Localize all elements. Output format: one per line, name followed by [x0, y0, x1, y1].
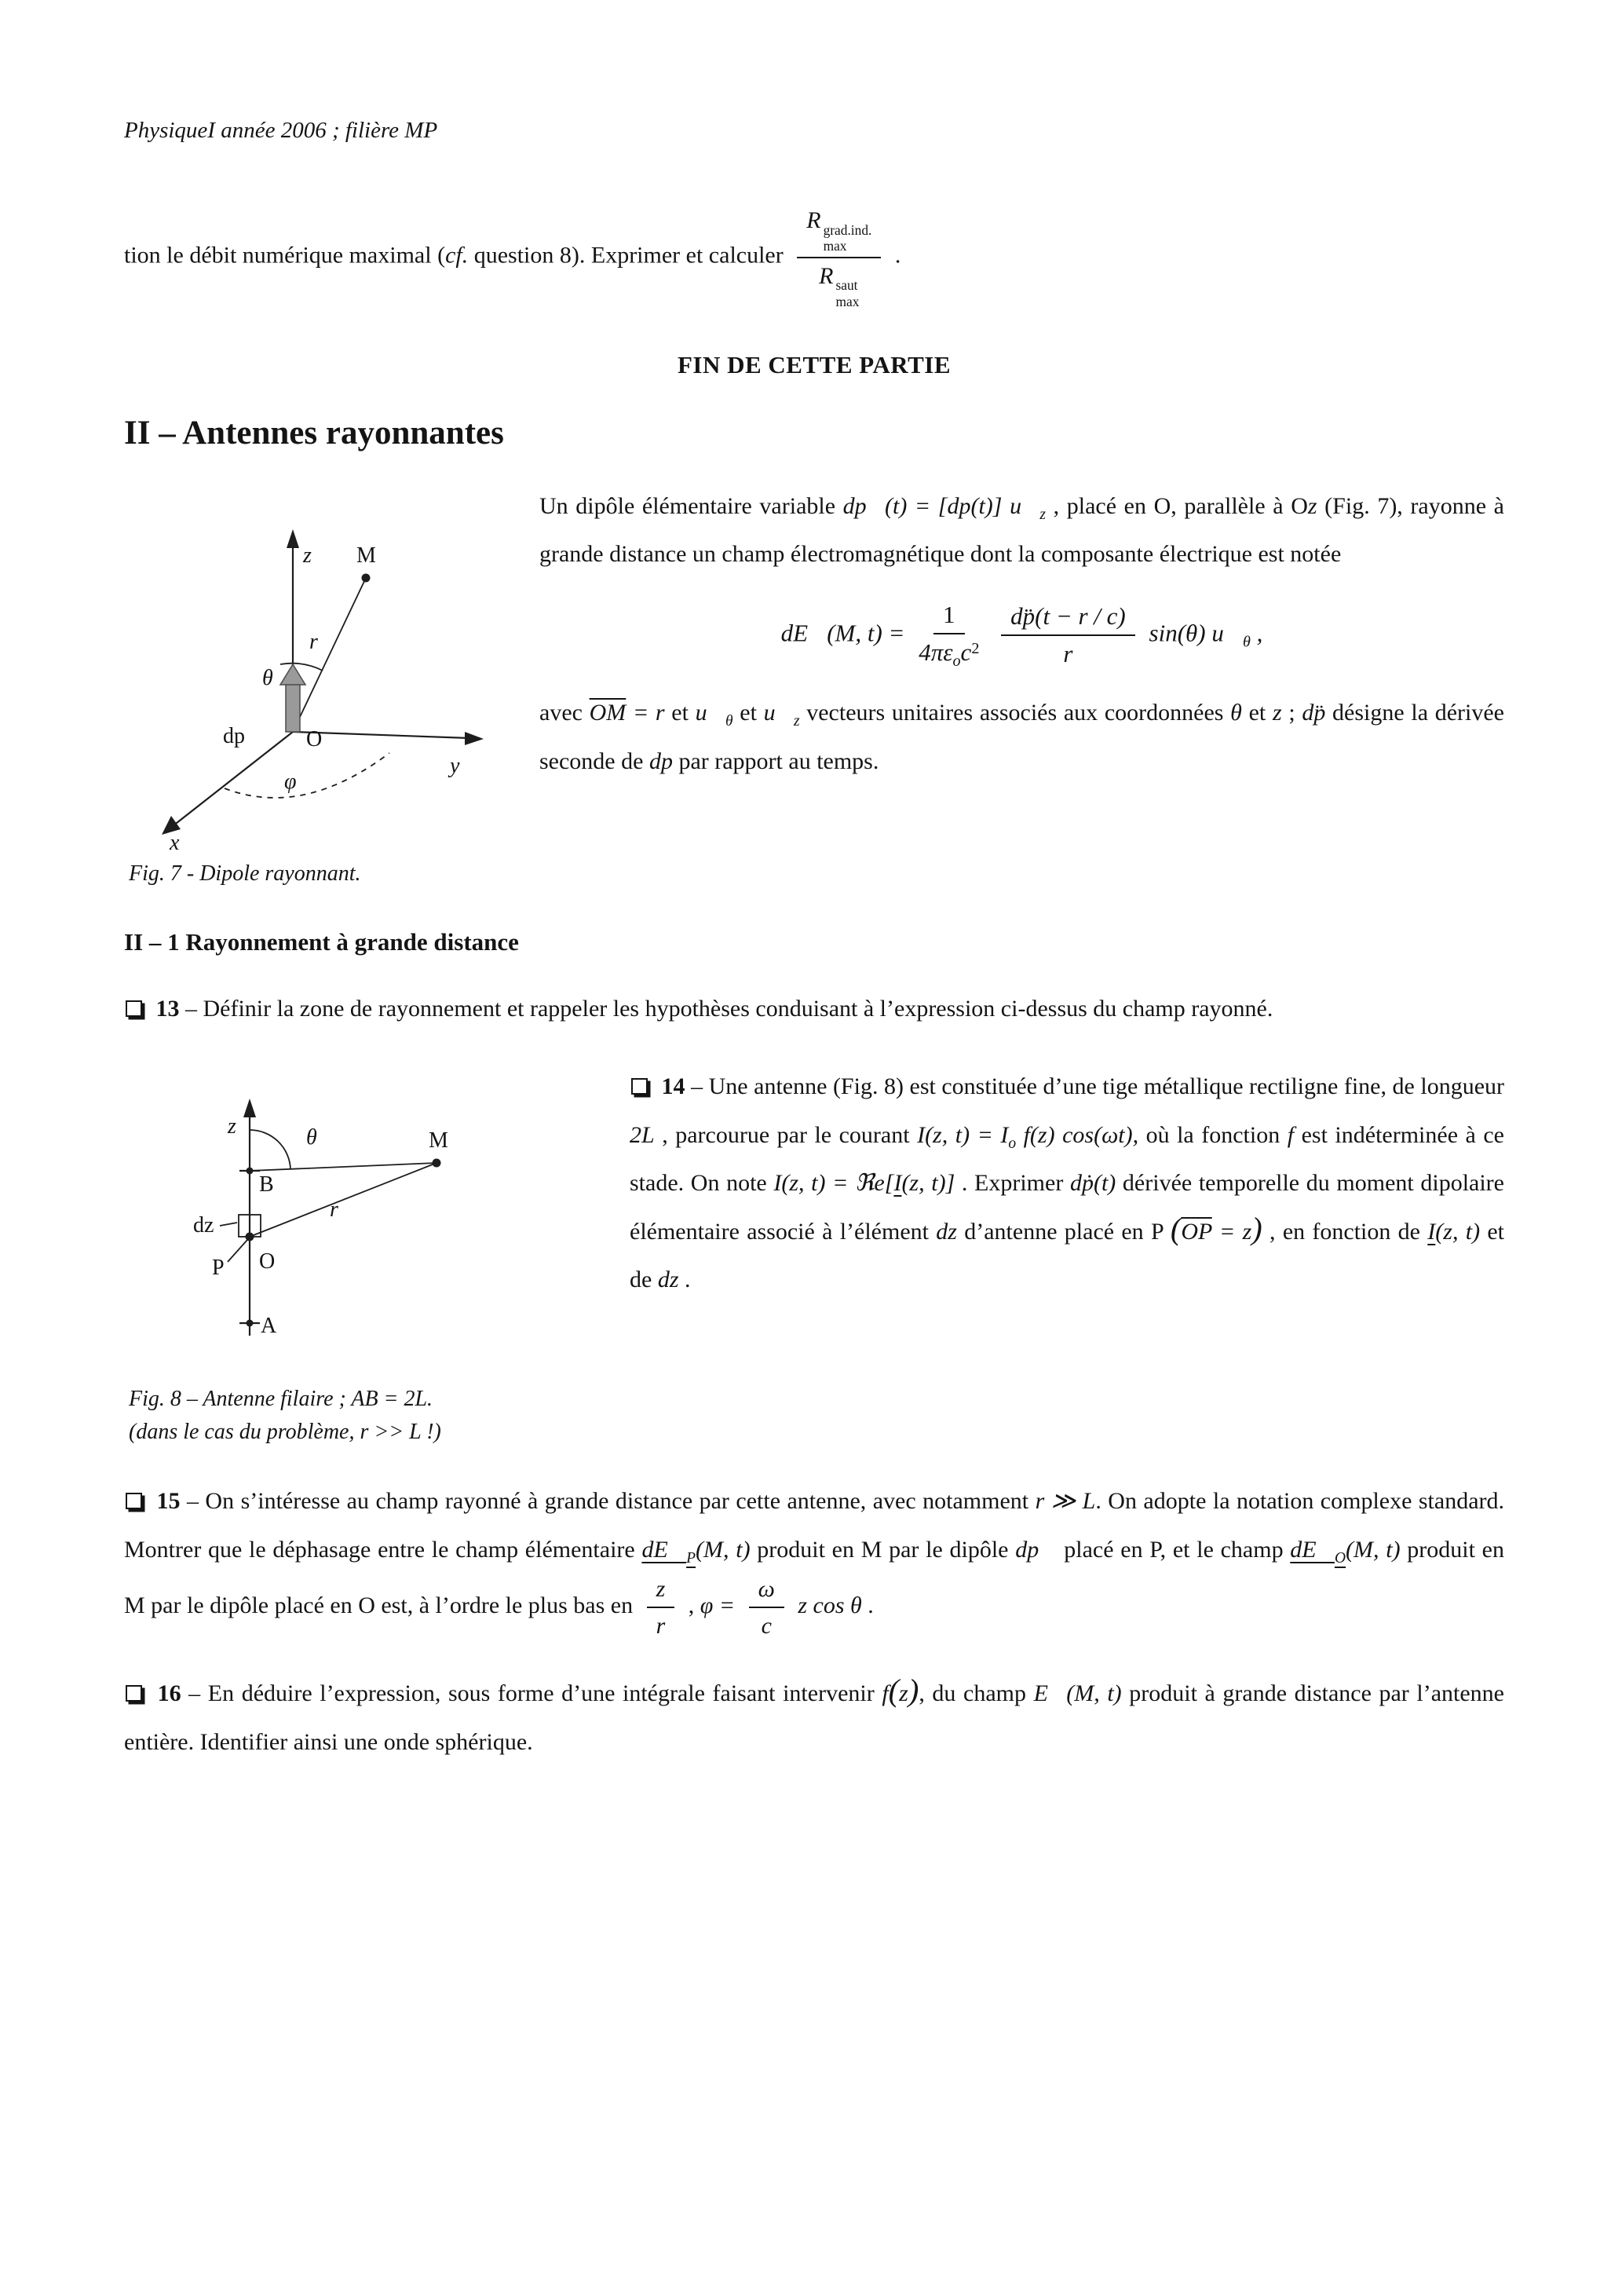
- y-axis-label: y: [450, 753, 460, 778]
- superscript: grad.ind.: [823, 221, 872, 238]
- dp-arrow-head: [280, 664, 305, 685]
- point-O-label: O: [259, 1249, 276, 1274]
- text-run: I: [1427, 1218, 1436, 1245]
- question-13: 13 – Définir la zone de rayonnement et rappeler les hypothèses conduisant à l’expression ci-dessus du champ rayonné.: [124, 985, 1504, 1033]
- figure8-caption: [124, 1383, 619, 1449]
- text-run: I: [893, 1170, 902, 1197]
- fraction: [1001, 601, 1135, 671]
- figure8-caption-line1: Fig. 8 – Antenne filaire ; AB = 2L.: [129, 1387, 433, 1411]
- text-run: 4πε: [919, 638, 953, 667]
- text-run: 2: [971, 640, 980, 658]
- text-run: $\overline{OP}$: [1181, 1218, 1212, 1245]
- text-run: dṗ(t): [1069, 1170, 1116, 1197]
- text-run: dz: [657, 1267, 679, 1293]
- dz-pointer-line: [220, 1223, 237, 1226]
- text-run: 2L: [630, 1121, 655, 1148]
- phi-arc: [225, 753, 389, 798]
- point-B-label: B: [259, 1172, 274, 1197]
- dz-label: dz: [193, 1213, 214, 1238]
- fraction: [749, 1574, 784, 1641]
- text-run: z: [1307, 492, 1317, 519]
- text-run: u⃗: [695, 700, 725, 726]
- text-run: = z: [1211, 1218, 1252, 1245]
- fin-heading: FIN DE CETTE PARTIE: [677, 350, 952, 378]
- text-run: r: [656, 1613, 666, 1640]
- text-run: E⃗(M, t): [1033, 1680, 1122, 1707]
- r-line: [293, 578, 366, 732]
- text-run: θ: [1242, 633, 1251, 651]
- checkbox-icon: [126, 1685, 142, 1702]
- text-run: = r: [626, 700, 665, 726]
- fraction-numerator: [797, 205, 881, 258]
- text-run: z: [1039, 506, 1047, 523]
- section-heading: II – Antennes rayonnantes: [124, 414, 504, 452]
- fraction: [647, 1574, 675, 1641]
- text-run: z: [656, 1576, 666, 1603]
- point-M: [433, 1159, 441, 1168]
- text-run: (: [888, 1673, 900, 1709]
- sup-sub-stack: [824, 222, 872, 254]
- text-run: O: [1334, 1549, 1346, 1567]
- point-A: [247, 1320, 254, 1327]
- figure7-caption: Fig. 7 - Dipole rayonnant.: [129, 861, 361, 886]
- theta-label: θ: [306, 1125, 317, 1150]
- fraction: [797, 205, 881, 310]
- figure7-block: [124, 482, 1504, 890]
- dipole-diagram: [124, 482, 521, 853]
- text-run: ): [1251, 1210, 1262, 1246]
- text-run: dE⃗: [1290, 1536, 1335, 1563]
- text-run: R: [806, 207, 821, 233]
- checkbox-icon: [126, 1493, 142, 1509]
- figure7-text-column: [528, 482, 1504, 786]
- text-run: θ: [725, 713, 733, 730]
- text-run: ): [908, 1673, 919, 1709]
- figure8-text-column: [619, 1062, 1504, 1304]
- text-run: ,: [1250, 619, 1263, 647]
- fraction-numerator: [1001, 601, 1135, 636]
- paragraph-continuation: tion le débit numérique maximal (cf. question 8). Exprimer et calculer R grad.ind. max R saut max .: [124, 205, 1504, 310]
- text-run: I(z, t) = I: [917, 1121, 1009, 1148]
- theta-arc: [280, 663, 323, 670]
- z-axis-arrowhead: [287, 529, 299, 548]
- text-run: f(z) cos(ωt),: [1016, 1121, 1139, 1148]
- dp-label: dp: [223, 723, 245, 748]
- checkbox-icon: [631, 1078, 648, 1095]
- r-label: r: [330, 1197, 338, 1222]
- checkbox-icon: [126, 1000, 142, 1017]
- text-run: c: [960, 638, 972, 667]
- paragraph-dipole-intro: Un dipôle élémentaire variable dp⃗(t) = [dp(t)] $u⃗_z$ , placé en O, parallèle à Oz (Fig. 7), rayonne à grande distance un champ électromagnétique dont la composante électrique est notée: [539, 492, 1504, 568]
- fraction-numerator: [749, 1574, 784, 1608]
- text-run: o: [1008, 1135, 1017, 1152]
- fraction-denominator: [656, 1608, 666, 1641]
- text-run: 13: [150, 995, 180, 1022]
- text-run: cf.: [445, 242, 469, 269]
- question-15: 15 – On s’intéresse au champ rayonné à grande distance par cette antenne, avec notamment r ≫ L. On adopte la notation complexe standard. Montrer que le déphasage entre le champ élémentaire $dE⃗_P(M$, t) produit en M par le dipôle dp⃗ placé en P, et le champ $dE⃗_O(M$, t) produit en M par le dipôle placé en O est, à l’ordre le plus bas en $\frac{z}{r}$ , φ = $\frac{\omega}{c}$ z cos θ .: [124, 1477, 1504, 1641]
- x-axis-label: x: [170, 830, 180, 853]
- text-run: (M, t): [1346, 1536, 1401, 1563]
- phi-label: φ: [284, 769, 297, 794]
- text-run: dp⃗: [1015, 1536, 1058, 1563]
- z-axis-label: z: [303, 543, 312, 568]
- fraction-denominator: [1063, 636, 1072, 670]
- subsection-heading: II – 1 Rayonnement à grande distance: [124, 927, 519, 956]
- text-run: sin(θ) u⃗: [1142, 619, 1243, 647]
- fraction: [919, 599, 979, 672]
- text-run: c: [761, 1613, 772, 1640]
- text-run: dz: [936, 1218, 957, 1245]
- text-run: I(z, t) = ℜe[: [773, 1170, 894, 1197]
- fraction-denominator: [762, 1608, 772, 1641]
- text-run: dp̈: [1302, 700, 1326, 726]
- fraction-numerator: 1: [933, 599, 965, 634]
- paragraph-unit-vectors: avec $\overline{OM} = r$ et $u⃗_\theta$ et $u⃗_z$ vecteurs unitaires associés aux coordonnées θ et z ; dp̈ désigne la dérivée seconde de dp par rapport au temps.: [539, 700, 1504, 775]
- text-run: (M, t): [696, 1536, 751, 1563]
- page-header: PhysiqueI année 2006 ; filière MP: [124, 118, 438, 143]
- text-run: P: [686, 1549, 696, 1567]
- text-run: r ≫ L: [1035, 1488, 1096, 1514]
- superscript: saut: [835, 277, 858, 294]
- text-run: z: [899, 1680, 908, 1707]
- figure8-block: [124, 1062, 1504, 1449]
- r-label: r: [309, 629, 318, 654]
- text-run: θ: [1230, 700, 1242, 726]
- figure8-caption-line2: (dans le cas du problème, r >> L !): [129, 1420, 441, 1444]
- text-run: ω: [758, 1576, 775, 1603]
- sup-sub-stack: [836, 277, 860, 309]
- text-run: 15: [150, 1488, 181, 1514]
- point-A-label: A: [261, 1314, 277, 1338]
- text-run: r: [1063, 640, 1073, 668]
- text-run: φ =: [700, 1592, 741, 1619]
- fraction-denominator: [919, 634, 979, 671]
- z-axis-arrowhead: [243, 1099, 256, 1117]
- text-run: dE⃗: [641, 1536, 687, 1563]
- point-M-label: M: [429, 1128, 448, 1153]
- text-run: u⃗: [763, 700, 794, 726]
- point-M: [362, 573, 371, 582]
- text-run: dE⃗(M, t) =: [780, 619, 911, 647]
- point-M-label: M: [356, 543, 376, 568]
- question-14: 14 – Une antenne (Fig. 8) est constituée d’une tige métallique rectiligne fine, de longueur 2L , parcourue par le courant I(z, $t) = I_o$ f(z) cos(ωt), où la fonction f est indéterminée à ce stade. On note I(z, t) = ℜe[I(z, t)] . Exprimer dṗ(t) dérivée temporelle du moment dipolaire élémentaire associé à l’élément dz d’antenne placé en P $(\overline{OP} = z)$ , en fonction de I(z, t) et de dz .: [630, 1073, 1505, 1293]
- text-run: dp⃗(t) = [dp(t)] u⃗: [842, 492, 1040, 519]
- text-run: dp: [648, 748, 673, 775]
- dp-arrow-shaft: [286, 683, 300, 732]
- text-run: $\overline{OM}$: [589, 700, 627, 726]
- fraction-denominator: [819, 258, 859, 310]
- subscript: max: [823, 238, 847, 254]
- text-run: z: [793, 713, 800, 730]
- point-P-label: P: [212, 1256, 225, 1280]
- z-axis-label: z: [228, 1114, 236, 1139]
- text-run: (: [1170, 1210, 1182, 1246]
- figure-7: [124, 482, 528, 890]
- theta-label: θ: [262, 665, 273, 690]
- P-pointer-line: [228, 1240, 247, 1262]
- subscript: max: [835, 293, 860, 309]
- text-run: o: [952, 653, 961, 671]
- text-run: 16: [150, 1680, 181, 1707]
- text-run: z: [1272, 700, 1282, 726]
- origin-O-label: O: [306, 726, 323, 751]
- figure-8: [124, 1062, 619, 1449]
- text-run: f: [882, 1680, 889, 1707]
- field-equation: [539, 599, 1504, 672]
- text-run: dp̈(t − r / c): [1010, 601, 1126, 630]
- text-run: R: [819, 262, 834, 289]
- fraction-numerator: [647, 1574, 675, 1608]
- text-run: 14: [656, 1073, 685, 1099]
- B-to-M-line: [250, 1163, 437, 1171]
- y-axis-arrowhead: [465, 732, 484, 745]
- r-line: [250, 1163, 437, 1237]
- text-run: (z, t)]: [901, 1170, 955, 1197]
- antenna-diagram: [124, 1062, 517, 1378]
- theta-arc: [250, 1130, 290, 1169]
- question-16: 16 – En déduire l’expression, sous forme d’une intégrale faisant intervenir f(z), du champ E⃗(M, t) produit à grande distance par l’antenne entière. Identifier ainsi une onde sphérique.: [124, 1673, 1504, 1755]
- text-run: f: [1287, 1121, 1295, 1148]
- text-run: z cos θ: [791, 1592, 862, 1619]
- text-run: (z, t): [1435, 1218, 1481, 1245]
